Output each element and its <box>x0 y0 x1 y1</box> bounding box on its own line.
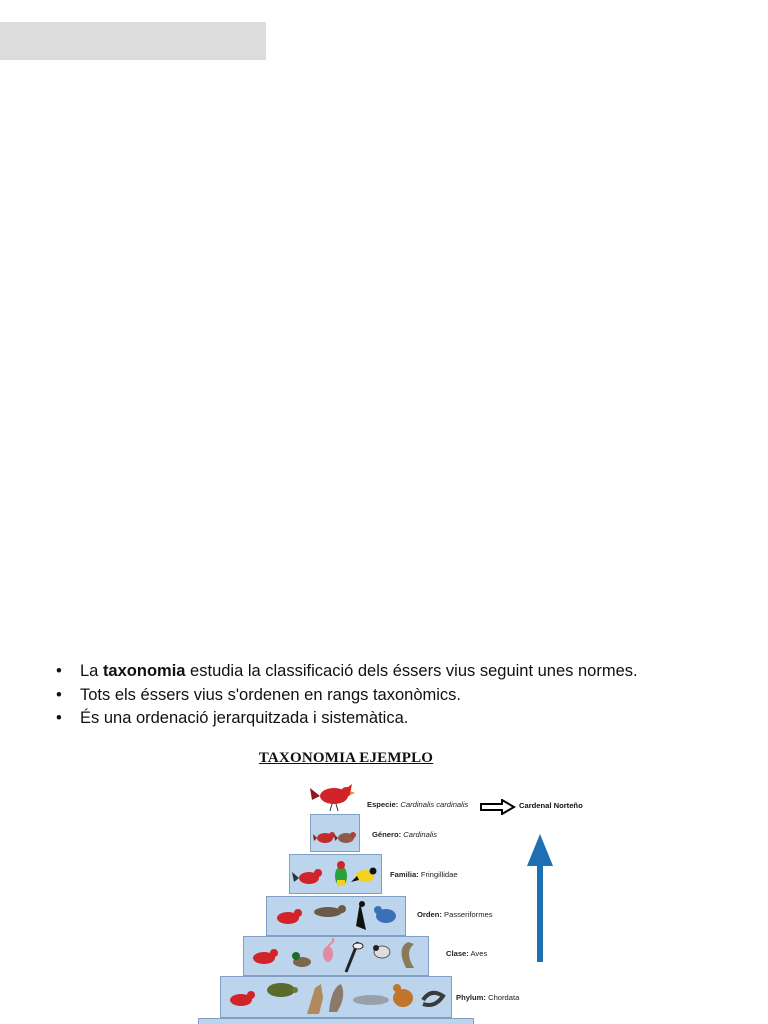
common-name: Cardenal Norteño <box>519 801 583 810</box>
bullet-list <box>56 660 746 731</box>
figure-title: TAXONOMIA EJEMPLO <box>258 750 434 766</box>
taxonomy-figure <box>190 748 610 1024</box>
bullet-bold-term: taxonomia <box>102 662 186 680</box>
cardinals-genus-icon <box>313 826 359 848</box>
aves-birds-icon <box>246 938 426 974</box>
outline-arrow-icon <box>480 799 516 815</box>
up-arrow-icon <box>526 832 554 964</box>
label-clase: Clase: Aves <box>446 949 488 958</box>
bullet-icon: • <box>56 709 62 727</box>
label-familia: Familia: Fringillidae <box>390 870 458 879</box>
bullet-text: És una ordenació jerarquitzada i sistemàtica. <box>80 709 409 727</box>
chordata-animals-icon <box>223 978 449 1016</box>
fringillidae-birds-icon <box>291 858 381 892</box>
tier-reino <box>198 1018 474 1024</box>
cardinal-icon <box>308 778 356 814</box>
bullet-item <box>56 707 746 731</box>
bullet-icon: • <box>56 662 62 680</box>
slide-title-bar <box>0 22 266 60</box>
label-phylum: Phylum: Chordata <box>456 993 520 1002</box>
bullet-text-rest: estudia la classificació dels éssers vius seguint unes normes. <box>185 662 638 680</box>
passeriformes-birds-icon <box>270 898 402 934</box>
label-genero: Género: Cardinalis <box>372 830 438 839</box>
bullet-text: La <box>80 662 103 680</box>
bullet-item <box>56 684 746 708</box>
label-especie: Especie: Cardinalis cardinalis <box>367 800 469 809</box>
label-orden: Orden: Passeriformes <box>417 910 493 919</box>
bullet-item <box>56 660 746 684</box>
bullet-text: Tots els éssers vius s'ordenen en rangs taxonòmics. <box>80 685 461 704</box>
bullet-icon: • <box>56 685 62 704</box>
